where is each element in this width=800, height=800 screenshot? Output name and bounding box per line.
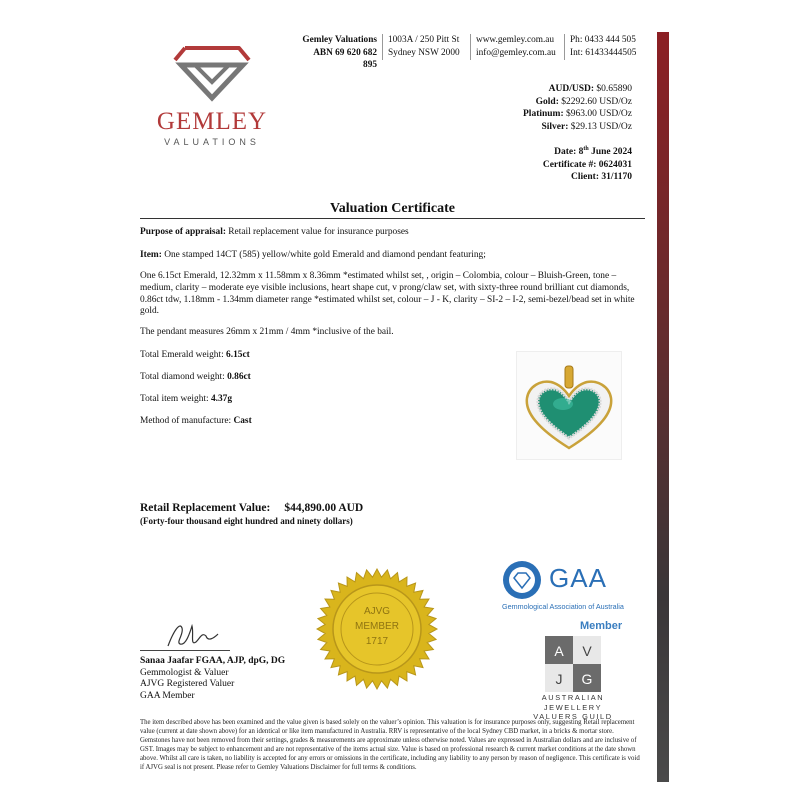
platinum-value: $963.00 USD/Oz [566,109,632,119]
cert-label: Certificate #: [542,159,597,170]
signer-role: AJVG Registered Valuer [140,679,235,690]
spec-row [140,394,500,406]
item-label: Item: [140,250,162,260]
item-description: One 6.15ct Emerald, 12.32mm x 11.58mm x 8.36mm *estimated whilst set, , origin – Colombia, colour – Bluish-Green, tone – medium, clarity – moderate eye visible inclusions, heart shape cut, v prong/claw set, with sixty-three round brilliant cut diamonds, 0.86ct tdw, 1.18mm - 1.34mm diameter range *estimated whilst set, colour – J - K, clarity – SI-2 – I-2, semi-bezel/bead set in white gold. [140,271,635,317]
header-address [388,34,460,59]
aud-value: $0.65890 [596,84,632,94]
signer-name: Sanaa Jaafar FGAA, AJP, dpG, DG [140,656,286,666]
company-abn: ABN 69 620 682 895 [313,47,377,70]
disclaimer: The item described above has been examined and the value given is based solely on the valuer’s opinion. This valuation is for insurance purposes only, suggesting Retail replacement value (current at date shown above) for an identical or like item manufactured in Australia. RRV is representative of the local Sydney CBD market, in a bricks & mortar store. Gemstones have not been removed from their settings, grades & measurements are approximate unless otherwise noted. Values are expressed in Australian dollars and are inclusive of GST. Images may be subject to enhancement and are not representative of the items actual size. Value is based on professional research & current market conditions at the date shown above. Whilst all care is taken, no liability is accepted for any errors or omissions in the certificate, including any liability to any person by reason of negligence. This certificate is void if AJVG seal is not present. Please refer to Gemley Valuations Disclaimer for full terms & conditions. [140,719,640,771]
seal-line2: MEMBER [355,621,399,632]
gaa-subtitle: Gemmological Association of Australia [502,602,624,611]
diamond-logo-icon [173,44,251,102]
value-amount: $44,890.00 AUD [284,502,364,514]
header-divider [564,34,565,60]
signer-block [140,656,285,702]
ajvg-letter: G [581,671,593,687]
logo-subtitle: VALUATIONS [164,137,260,147]
address-line1: 1003A / 250 Pitt St [388,35,460,45]
gold-value: $2292.60 USD/Oz [561,96,632,107]
intl-number: Int: 61433444505 [570,47,637,58]
retail-value [140,502,363,514]
signature-icon [140,620,260,650]
purpose-label: Purpose of appraisal: [140,227,226,237]
spec-value: 4.37g [210,394,233,404]
ajvg-gold-seal-icon [316,568,438,690]
page-title: Valuation Certificate [329,201,456,216]
spec-label: Method of manufacture: [140,416,232,426]
ajvg-logo-icon [545,636,601,692]
spec-row [140,416,500,428]
value-label: Retail Replacement Value: [140,502,271,514]
item-value: One stamped 14CT (585) yellow/white gold Emerald and diamond pendant featuring; [164,250,486,260]
ajvg-name-line1: AUSTRALIAN JEWELLERY [541,693,605,712]
header-divider [470,34,471,60]
spec-label: Total Emerald weight: [140,350,224,360]
ajvg-name-line2: VALUERS GUILD [533,712,613,721]
spec-label: Total item weight: [140,394,209,404]
website-link[interactable]: www.gemley.com.au [476,35,555,45]
signer-role: GAA Member [140,690,195,701]
signer-role: Gemmologist & Valuer [140,667,229,678]
signature-line [140,650,230,651]
aud-label: AUD/USD: [548,84,594,94]
email-link[interactable]: info@gemley.com.au [476,47,556,58]
gaa-member-label: Member [580,620,623,632]
silver-value: $29.13 USD/Oz [570,121,632,132]
header-web [476,34,556,59]
date-label: Date: [554,147,577,158]
ajvg-letter: A [554,643,564,659]
company-name: Gemley Valuations [302,35,377,45]
measurements: The pendant measures 26mm x 21mm / 4mm *inclusive of the bail. [140,327,394,337]
spec-row [140,372,500,384]
purpose-line [140,227,645,239]
header-phone [570,34,636,59]
metal-rates [523,83,632,133]
address-line2: Sydney NSW 2000 [388,47,460,58]
logo-name: GEMLEY [156,108,268,135]
header-company [297,34,377,72]
gemley-logo [150,44,274,147]
spec-value: 0.86ct [227,372,251,382]
date-rest: June 2024 [591,147,632,158]
ajvg-letter: J [555,671,563,687]
purpose-value: Retail replacement value for insurance purposes [228,227,409,237]
header-divider [382,34,383,60]
spec-value: Cast [233,416,252,426]
platinum-label: Platinum: [523,109,564,119]
client-number: 31/1170 [601,172,632,183]
cert-number: 0624031 [598,159,632,170]
ajvg-letter: V [582,643,592,659]
gaa-name: GAA [549,563,607,593]
seal-line3: 1717 [365,636,389,647]
pendant-photo [516,351,622,460]
spec-label: Total diamond weight: [140,372,225,382]
heart-pendant-icon [517,352,621,459]
gold-label: Gold: [535,96,559,107]
spec-value: 6.15ct [226,350,250,360]
phone-number: Ph: 0433 444 505 [570,35,636,45]
title-rule [140,218,645,219]
ajvg-name [514,693,632,722]
item-line [140,250,645,262]
sidebar-stripe [657,32,669,782]
silver-label: Silver: [541,121,569,132]
client-label: Client: [571,172,599,183]
certificate-meta [543,143,632,184]
date-suffix: th [583,146,589,152]
date-day: 8 [578,147,584,158]
seal-line1: AJVG [363,606,391,617]
spec-row [140,350,500,362]
value-words: (Forty-four thousand eight hundred and ninety dollars) [140,516,353,526]
